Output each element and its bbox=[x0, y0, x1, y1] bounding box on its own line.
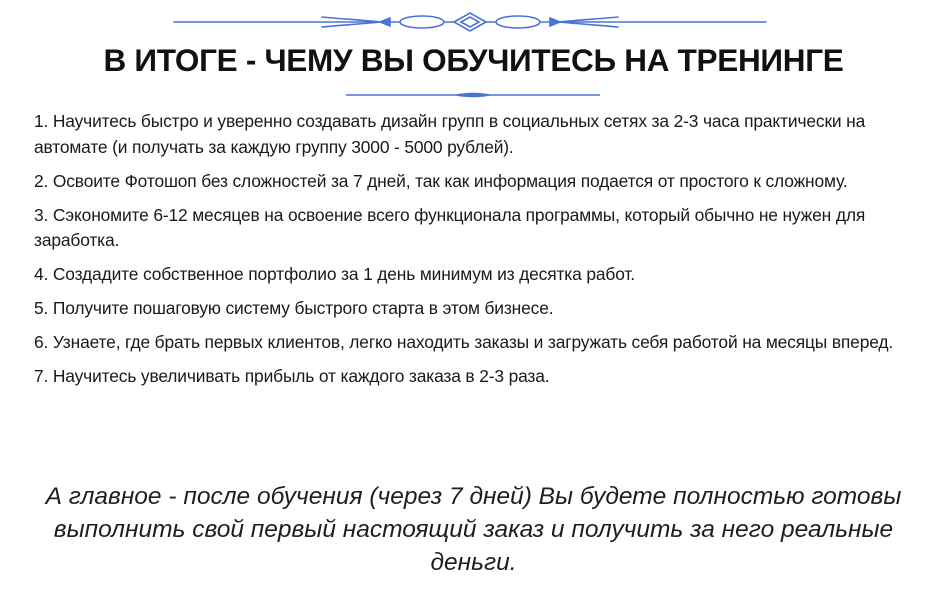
benefit-item: 2. Освоите Фотошоп без сложностей за 7 дней, так как информация подается от простого к сложному. bbox=[34, 170, 848, 191]
benefits-list bbox=[34, 109, 934, 398]
benefit-item: 3. Сэкономите 6-12 месяцев на освоение всего функционала программы, который обычно не нужен для заработка. bbox=[34, 204, 866, 250]
conclusion-text: А главное - после обучения (через 7 дней) Вы будете полностью готовы выполнить свой первый настоящий заказ и получить за него реальные деньги. bbox=[45, 483, 902, 576]
benefit-item: 5. Получите пошаговую систему быстрого старта в этом бизнесе. bbox=[34, 298, 554, 318]
benefit-item: 1. Научитесь быстро и уверенно создавать дизайн групп в социальных сетях за 2-3 часа практически на автомате (и получать за каждую группу 3000 - 5000 рублей). bbox=[34, 111, 866, 157]
benefit-item: 6. Узнаете, где брать первых клиентов, легко находить заказы и загружать себя работой на месяцы вперед. bbox=[34, 332, 894, 352]
benefit-item: 7. Научитесь увеличивать прибыль от каждого заказа в 2-3 раза. bbox=[34, 366, 550, 386]
decorative-divider-ornament bbox=[172, 8, 768, 36]
title-underline-divider bbox=[344, 91, 602, 99]
benefit-item: 4. Создадите собственное портфолио за 1 день минимум из десятка работ. bbox=[34, 264, 635, 284]
page-title: В ИТОГЕ - ЧЕМУ ВЫ ОБУЧИТЕСЬ НА ТРЕНИНГЕ bbox=[103, 42, 844, 78]
